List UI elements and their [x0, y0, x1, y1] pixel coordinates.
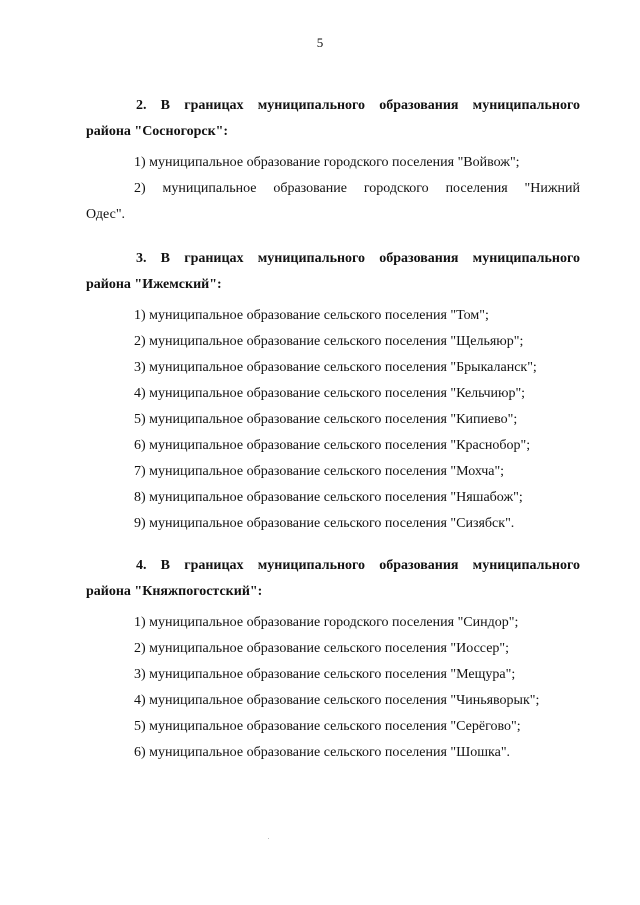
- section-knyazhpogostsky: [86, 553, 580, 766]
- list-item: 3) муниципальное образование сельского поселения "Брыкаланск";: [134, 360, 537, 375]
- list-item: 5) муниципальное образование сельского поселения "Кипиево";: [134, 412, 518, 427]
- list-item: [86, 176, 580, 228]
- list-item: 1) муниципальное образование городского поселения "Синдор";: [134, 615, 519, 630]
- list-item: 7) муниципальное образование сельского поселения "Мохча";: [134, 464, 505, 479]
- list-item: 6) муниципальное образование сельского поселения "Краснобор";: [134, 438, 531, 453]
- list-item-line: Одес".: [86, 207, 126, 222]
- section-sosnogorsk: [86, 93, 580, 228]
- section-izhemsky: [86, 246, 580, 537]
- page-number: 5: [316, 35, 324, 50]
- section-heading: [86, 246, 580, 298]
- list-item: 8) муниципальное образование сельского поселения "Няшабож";: [134, 490, 523, 505]
- section-heading-line: района "Ижемский":: [86, 277, 222, 292]
- list-item: 1) муниципальное образование сельского поселения "Том";: [134, 308, 489, 323]
- section-heading-line: 3. В границах муниципального образования муниципального: [136, 251, 580, 266]
- list-item: 4) муниципальное образование сельского поселения "Кельчиюр";: [134, 386, 526, 401]
- section-heading-line: района "Княжпогостский":: [86, 584, 263, 599]
- list-item: 5) муниципальное образование сельского поселения "Серёгово";: [134, 719, 521, 734]
- list-item: 3) муниципальное образование сельского поселения "Мещура";: [134, 667, 516, 682]
- list-item: 6) муниципальное образование сельского поселения "Шошка".: [134, 745, 511, 760]
- section-heading-line: 2. В границах муниципального образования муниципального: [136, 98, 580, 113]
- list-item: 4) муниципальное образование сельского поселения "Чиньяворык";: [134, 693, 540, 708]
- scan-speck: [268, 838, 269, 839]
- section-heading-line: района "Сосногорск":: [86, 124, 229, 139]
- list-item: 1) муниципальное образование городского поселения "Войвож";: [134, 155, 520, 170]
- list-item: 2) муниципальное образование сельского поселения "Щельяюр";: [134, 334, 524, 349]
- section-heading: [86, 553, 580, 605]
- list-item: 2) муниципальное образование сельского поселения "Иоссер";: [134, 641, 510, 656]
- list-item-line: 2) муниципальное образование городского поселения "Нижний: [134, 181, 580, 196]
- section-heading: [86, 93, 580, 145]
- list-item: 9) муниципальное образование сельского поселения "Сизябск".: [134, 516, 515, 531]
- section-heading-line: 4. В границах муниципального образования муниципального: [136, 558, 580, 573]
